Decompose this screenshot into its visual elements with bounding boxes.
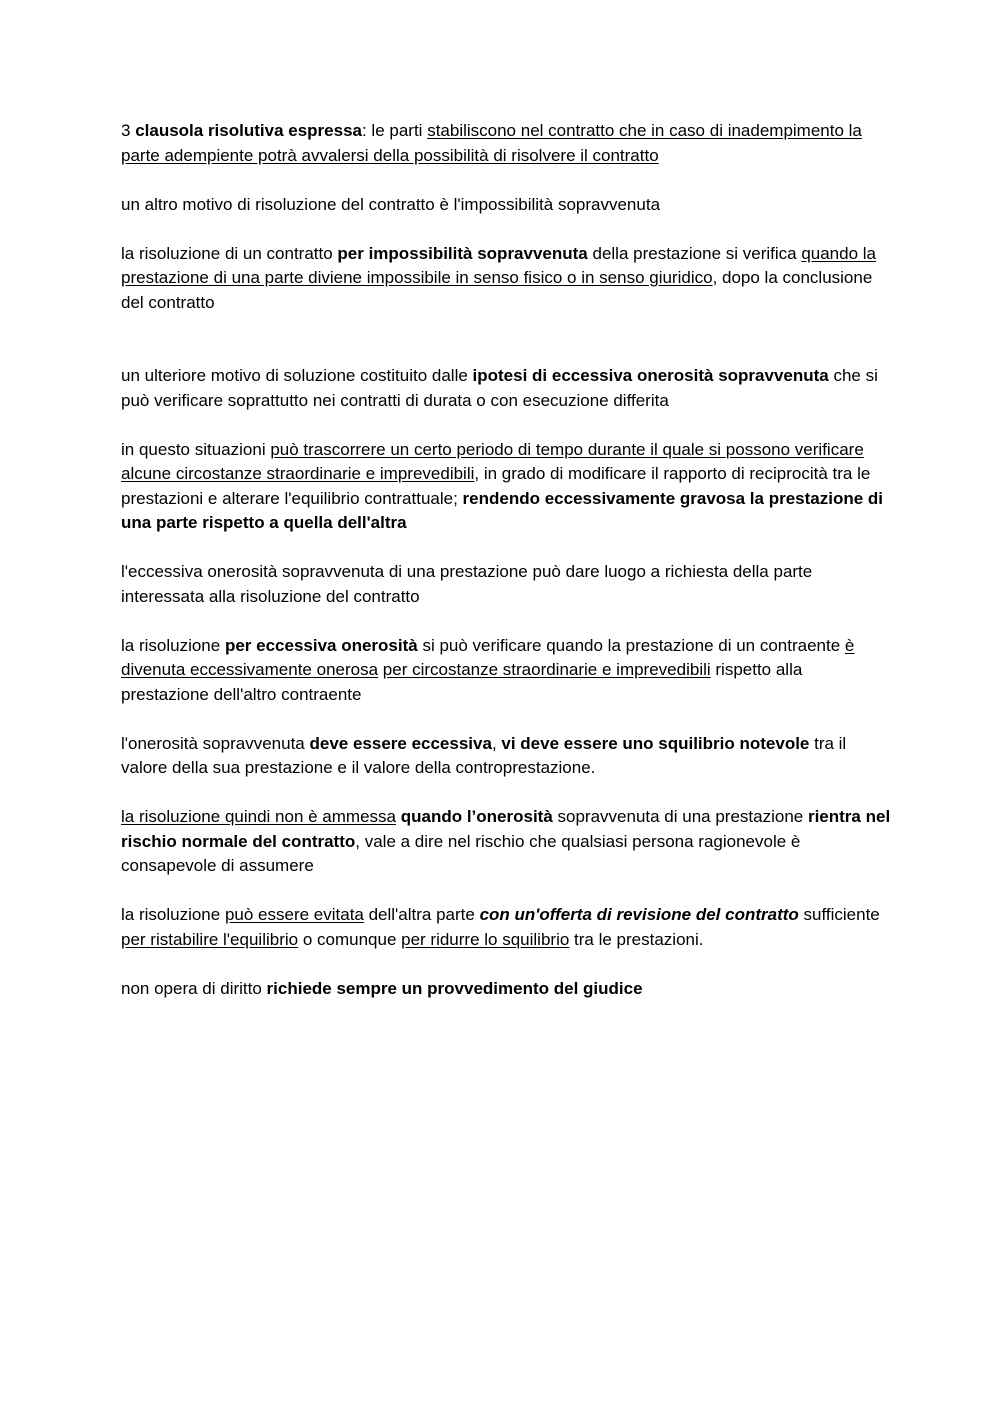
paragraph xyxy=(121,242,891,316)
paragraph xyxy=(121,805,891,879)
text-run: non opera di diritto xyxy=(121,978,267,998)
bold-text: vi deve essere uno squilibrio notevole xyxy=(501,733,810,753)
bold-text: quando l’onerosità xyxy=(400,807,553,826)
text-run: l'eccessiva onerosità sopravvenuta di una prestazione può dare luogo a richiesta della parte interessata alla risoluzione del contratto xyxy=(121,562,813,606)
text-run: , in grado di modificare il rapporto di reciprocità tra le prestazioni e alterare l'equilibrio contrattuale; xyxy=(121,464,871,508)
text-run: la risoluzione xyxy=(121,905,225,924)
bold-text: richiede sempre un provvedimento del giudice xyxy=(266,978,643,998)
paragraph xyxy=(121,364,891,413)
underlined-text: stabiliscono nel contratto che in caso di inadempimento la parte adempiente potrà avvalersi della possibilità di risolvere il contratto xyxy=(121,121,862,165)
document-body xyxy=(121,119,891,1026)
text-run: un altro motivo di risoluzione del contratto è l'impossibilità sopravvenuta xyxy=(121,194,661,214)
text-run: , dopo la conclusione del contratto xyxy=(121,268,873,312)
bold-text: per eccessiva onerosità xyxy=(224,635,418,655)
underlined-text: è divenuta eccessivamente onerosa xyxy=(121,635,855,679)
text-run: 3 xyxy=(121,121,136,140)
text-run: sufficiente xyxy=(798,905,880,924)
bold-text: clausola risolutiva espressa xyxy=(135,121,362,140)
bold-text: rientra nel rischio normale del contratto xyxy=(121,807,891,851)
underlined-text: può essere evitata xyxy=(224,905,364,924)
text-run: : le parti xyxy=(361,121,428,140)
underlined-text: quando la prestazione di una parte diviene impossibile in senso fisico o in senso giuridico xyxy=(121,243,876,287)
bold-text: rendendo eccessivamente gravosa la prestazione di una parte rispetto a quella dell'altra xyxy=(121,488,883,532)
text-run: dell'altra parte xyxy=(363,905,480,924)
underlined-text: per circostanze straordinarie e imprevedibili xyxy=(382,660,711,679)
text-run: che si può verificare soprattutto nei contratti di durata o con esecuzione differita xyxy=(121,366,878,410)
underlined-text: la risoluzione quindi non è ammessa xyxy=(121,807,396,826)
text-run: , xyxy=(491,733,502,753)
paragraph xyxy=(121,560,891,609)
paragraph xyxy=(121,977,891,1002)
underlined-text: per ristabilire l'equilibrio xyxy=(121,929,299,949)
paragraph xyxy=(121,732,891,781)
text-run: la risoluzione di un contratto xyxy=(121,243,338,263)
text-run: in questo situazioni xyxy=(121,439,271,459)
bold-text: deve essere eccessiva xyxy=(309,733,492,753)
bold-text: ipotesi di eccessiva onerosità sopravvenuta xyxy=(472,366,829,385)
text-run: tra le prestazioni. xyxy=(569,929,704,949)
paragraph xyxy=(121,193,891,218)
text-run: l'onerosità sopravvenuta xyxy=(121,733,310,753)
text-run: della prestazione si verifica xyxy=(587,243,802,263)
bold-text: per impossibilità sopravvenuta xyxy=(337,243,588,263)
text-run: la risoluzione xyxy=(121,635,225,655)
underlined-text: per ridurre lo squilibrio xyxy=(401,929,570,949)
text-run: rispetto alla prestazione dell'altro contraente xyxy=(121,660,803,704)
paragraph xyxy=(121,903,891,952)
text-run: , vale a dire nel rischio che qualsiasi persona ragionevole è consapevole di assumere xyxy=(121,831,801,875)
text-run: o comunque xyxy=(298,929,402,949)
bold-italic-text: con un'offerta di revisione del contratto xyxy=(479,905,799,924)
text-run: sopravvenuta di una prestazione xyxy=(552,807,808,826)
paragraph xyxy=(121,634,891,708)
paragraph xyxy=(121,119,891,168)
paragraph xyxy=(121,438,891,536)
text-run: un ulteriore motivo di soluzione costituito dalle xyxy=(121,366,473,385)
underlined-text: può trascorrere un certo periodo di tempo durante il quale si possono verificare alcune circostanze straordinarie e imprevedibili xyxy=(121,439,864,483)
text-run: tra il valore della sua prestazione e il valore della controprestazione. xyxy=(121,733,847,777)
text-run: si può verificare quando la prestazione di un contraente xyxy=(417,635,845,655)
